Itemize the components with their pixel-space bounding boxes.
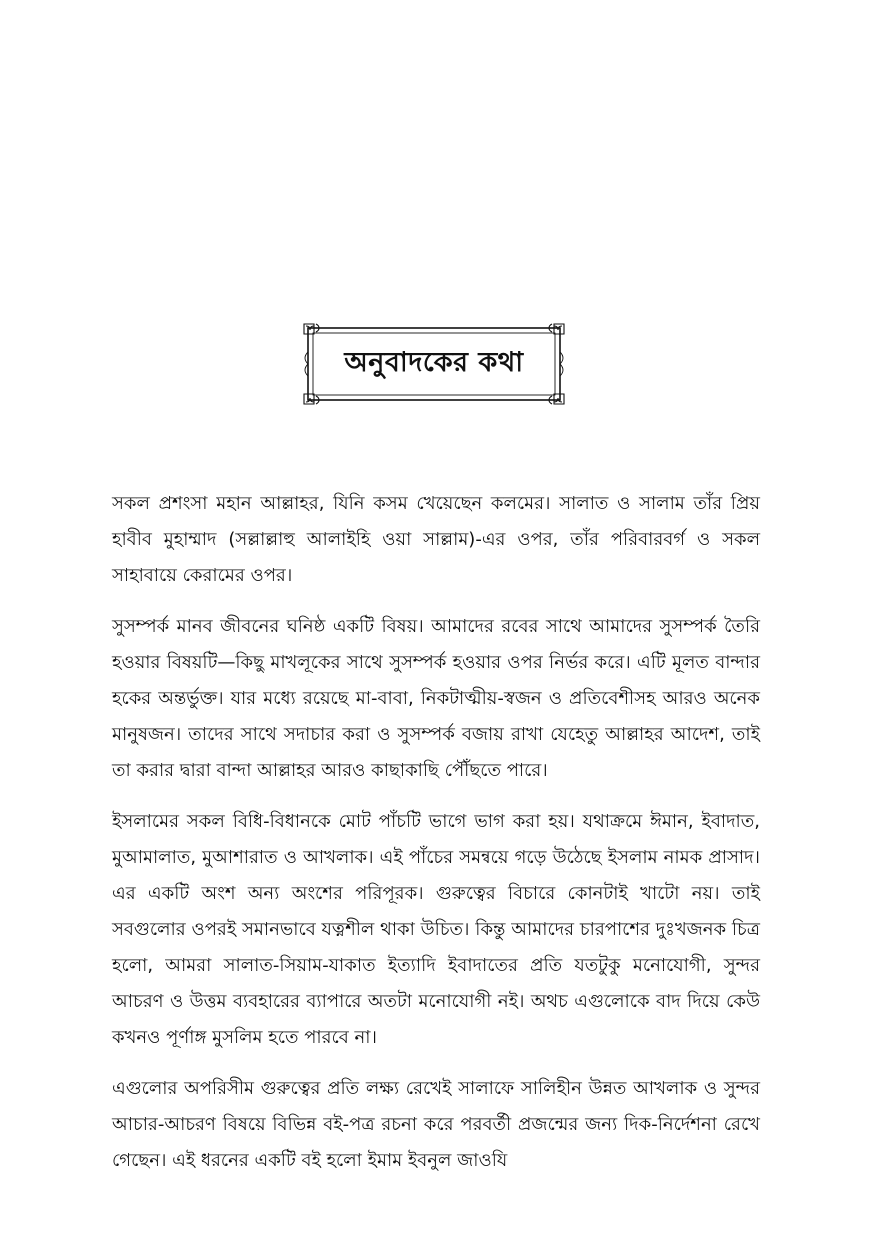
paragraph: এগুলোর অপরিসীম গুরুত্বের প্রতি লক্ষ্য রেখেই সালাফে সালিহীন উন্নত আখলাক ও সুন্দর আচার-আচরণ বিষয়ে বিভিন্ন বই-পত্র রচনা করে পরবর্তী প্রজন্মের জন্য দিক-নির্দেশনা রেখে গেছেন। এই ধরনের একটি বই হলো ইমাম ইবনুল জাওযি (112, 1078, 760, 1171)
paragraph: ইসলামের সকল বিধি-বিধানকে মোট পাঁচটি ভাগে ভাগ করা হয়। যথাক্রমে ঈমান, ইবাদাত, মুআমালাত, মুআশারাত ও আখলাক। এই পাঁচের সমন্বয়ে গড়ে উঠেছে ইসলাম নামক প্রাসাদ। এর একটি অংশ অন্য অংশের পরিপূরক। গুরুত্বের বিচারে কোনটাই খাটো নয়। তাই সবগুলোর ওপরই সমানভাবে যত্নশীল থাকা উচিত। কিন্তু আমাদের চারপাশের দুঃখজনক চিত্র হলো, আমরা সালাত-সিয়াম-যাকাত ইত্যাদি ইবাদাতের প্রতি যতটুকু মনোযোগী, সুন্দর আচরণ ও উত্তম ব্যবহারের ব্যাপারে অতটা মনোযোগী নই। অথচ এগুলোকে বাদ দিয়ে কেউ কখনও পূর্ণাঙ্গ মুসলিম হতে পারবে না। (112, 811, 760, 1048)
page-title: অনুবাদকের কথা (344, 346, 524, 378)
body-text (112, 486, 760, 1194)
paragraph: সুসম্পর্ক মানব জীবনের ঘনিষ্ঠ একটি বিষয়। আমাদের রবের সাথে আমাদের সুসম্পর্ক তৈরি হওয়ার বিষয়টি—কিছু মাখলূকের সাথে সুসম্পর্ক হওয়ার ওপর নির্ভর করে। এটি মূলত বান্দার হকের অন্তর্ভুক্ত। যার মধ্যে রয়েছে মা-বাবা, নিকটাত্মীয়-স্বজন ও প্রতিবেশীসহ আরও অনেক মানুষজন। তাদের সাথে সদাচার করা ও সুসম্পর্ক বজায় রাখা যেহেতু আল্লাহর আদেশ, তাই তা করার দ্বারা বান্দা আল্লাহর আরও কাছাকাছি পৌঁছতে পারে। (112, 616, 760, 781)
paragraph: সকল প্রশংসা মহান আল্লাহর, যিনি কসম খেয়েছেন কলমের। সালাত ও সালাম তাঁর প্রিয় হাবীব মুহাম্মাদ (সল্লাল্লাহু আলাইহি ওয়া সাল্লাম)-এর ওপর, তাঁর পরিবারবর্গ ও সকল সাহাবায়ে কেরামের ওপর। (112, 493, 760, 586)
title-frame (302, 322, 566, 406)
